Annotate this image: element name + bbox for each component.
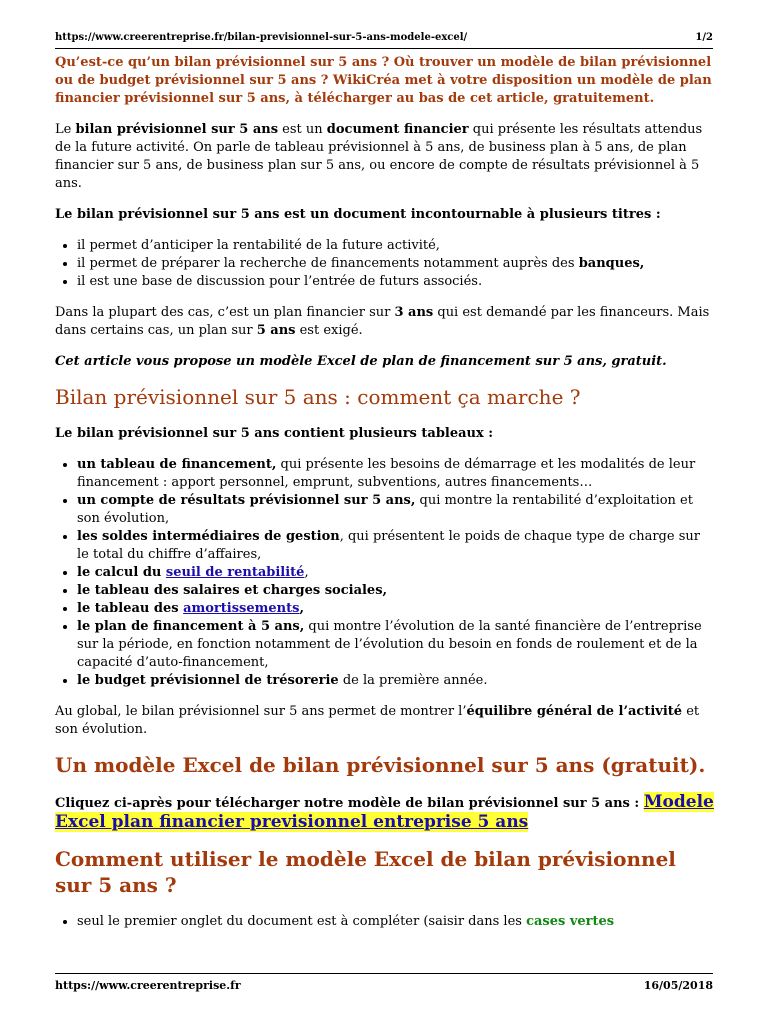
bold-text: le tableau des salaires et charges sociales, xyxy=(77,583,388,598)
text: Le xyxy=(55,122,76,137)
text: et son évolution. xyxy=(55,704,700,737)
header-url: https://www.creerentreprise.fr/bilan-previsionnel-sur-5-ans-modele-excel/ xyxy=(55,32,468,43)
bold-text: document financier xyxy=(326,122,469,137)
list-item xyxy=(77,237,715,255)
text: , qui présentent le poids de chaque type de charge sur le total du chiffre d’affaires, xyxy=(77,529,700,562)
footer-site-url: https://www.creerentreprise.fr xyxy=(55,979,241,992)
paragraph-download xyxy=(55,793,715,833)
article-body xyxy=(55,54,715,944)
text: Au global, le bilan prévisionnel sur 5 ans permet de montrer l’ xyxy=(55,704,467,719)
list-item xyxy=(77,582,715,600)
bold-text: un compte de résultats prévisionnel sur 5 ans, xyxy=(77,493,416,508)
text: , xyxy=(304,565,309,580)
text: Dans la plupart des cas, c’est un plan financier sur xyxy=(55,305,395,320)
bold-text: les soldes intermédiaires de gestion xyxy=(77,529,340,544)
depreciation-link[interactable]: amortissements xyxy=(183,601,300,616)
bold-text: le plan de financement à 5 ans, xyxy=(77,619,305,634)
usage-list xyxy=(55,913,715,931)
paragraph-definition xyxy=(55,121,715,193)
bold-text: 5 ans xyxy=(256,323,296,338)
text: de la première année. xyxy=(338,673,488,688)
bold-italic-text: Cet article vous propose un modèle Excel de plan de financement sur 5 ans, gratuit. xyxy=(55,354,667,369)
list-item xyxy=(77,456,715,492)
text: il permet de préparer la recherche de financements notamment auprès des xyxy=(77,256,579,271)
bold-text: le calcul du xyxy=(77,565,166,580)
text: est exigé. xyxy=(295,323,363,338)
page-header xyxy=(55,26,713,49)
list-item xyxy=(77,528,715,564)
footer-date: 16/05/2018 xyxy=(643,979,713,992)
list-item xyxy=(77,913,715,931)
bold-text: bilan prévisionnel sur 5 ans xyxy=(75,122,279,137)
paragraph-article-purpose xyxy=(55,353,715,371)
bold-text: Cliquez ci-après pour télécharger notre modèle de bilan prévisionnel sur 5 ans : xyxy=(55,796,644,811)
list-item xyxy=(77,273,715,291)
text: qui montre la rentabilité d’exploitation et son évolution, xyxy=(77,493,693,526)
paragraph-duration xyxy=(55,304,715,340)
bold-text: , xyxy=(299,601,304,616)
bold-text: banques, xyxy=(578,256,645,271)
paragraph-tables-intro xyxy=(55,425,715,443)
text: il est une base de discussion pour l’entrée de futurs associés. xyxy=(77,274,483,289)
list-item xyxy=(77,492,715,528)
section-heading-how-to-use: Comment utiliser le modèle Excel de bilan prévisionnel sur 5 ans ? xyxy=(55,847,676,897)
section-heading-how-it-works: Bilan prévisionnel sur 5 ans : comment ça marche ? xyxy=(55,385,581,409)
tables-list xyxy=(55,456,715,690)
bold-text: équilibre général de l’activité xyxy=(466,704,683,719)
text: qui est demandé par les financeurs. Mais dans certains cas, un plan sur xyxy=(55,305,710,338)
download-model-link[interactable]: Modele Excel plan financier previsionnel entreprise 5 ans xyxy=(55,792,714,832)
text: qui montre l’évolution de la santé financière de l’entreprise sur la période, en fonction notamment de l’évolution du besoin en fonds de roulement et de la capacité d’auto-financement, xyxy=(77,619,702,670)
bold-text: Le bilan prévisionnel sur 5 ans est un document incontournable à plusieurs titres : xyxy=(55,207,661,222)
text: il permet d’anticiper la rentabilité de la future activité, xyxy=(77,238,440,253)
list-item xyxy=(77,600,715,618)
intro-paragraph: Qu’est-ce qu’un bilan prévisionnel sur 5 ans ? Où trouver un modèle de bilan prévisionnel ou de budget prévisionnel sur 5 ans ? WikiCréa met à votre disposition un modèle de plan financier prévisionnel sur 5 ans, à télécharger au bas de cet article, gratuitement. xyxy=(55,55,712,106)
text: seul le premier onglet du document est à compléter (saisir dans les xyxy=(77,914,527,929)
bold-text: le budget prévisionnel de trésorerie xyxy=(77,673,339,688)
paragraph-summary xyxy=(55,703,715,739)
text: qui présente les résultats attendus de la future activité. On parle de tableau prévisionnel à 5 ans, de business plan à 5 ans, de plan financier sur 5 ans, de business plan sur 5 ans, ou encore de compte de résultats prévisionnel à 5 ans. xyxy=(55,122,703,191)
uses-list xyxy=(55,237,715,291)
page-number: 1/2 xyxy=(695,32,713,43)
green-text: cases vertes xyxy=(526,914,615,929)
bold-text: un tableau de financement, xyxy=(77,457,277,472)
section-heading-excel-model: Un modèle Excel de bilan prévisionnel sur 5 ans (gratuit). xyxy=(55,753,706,777)
break-even-link[interactable]: seuil de rentabilité xyxy=(165,565,305,580)
bold-text: le tableau des xyxy=(77,601,184,616)
list-item xyxy=(77,672,715,690)
paragraph-uses-intro xyxy=(55,206,715,224)
bold-text: Le bilan prévisionnel sur 5 ans contient plusieurs tableaux : xyxy=(55,426,494,441)
text: qui présente les besoins de démarrage et les modalités de leur financement : apport personnel, emprunt, subventions, autres financements… xyxy=(77,457,696,490)
list-item xyxy=(77,255,715,273)
list-item xyxy=(77,564,715,582)
list-item xyxy=(77,618,715,672)
bold-text: 3 ans xyxy=(394,305,434,320)
page-footer xyxy=(55,973,713,994)
text: est un xyxy=(278,122,327,137)
